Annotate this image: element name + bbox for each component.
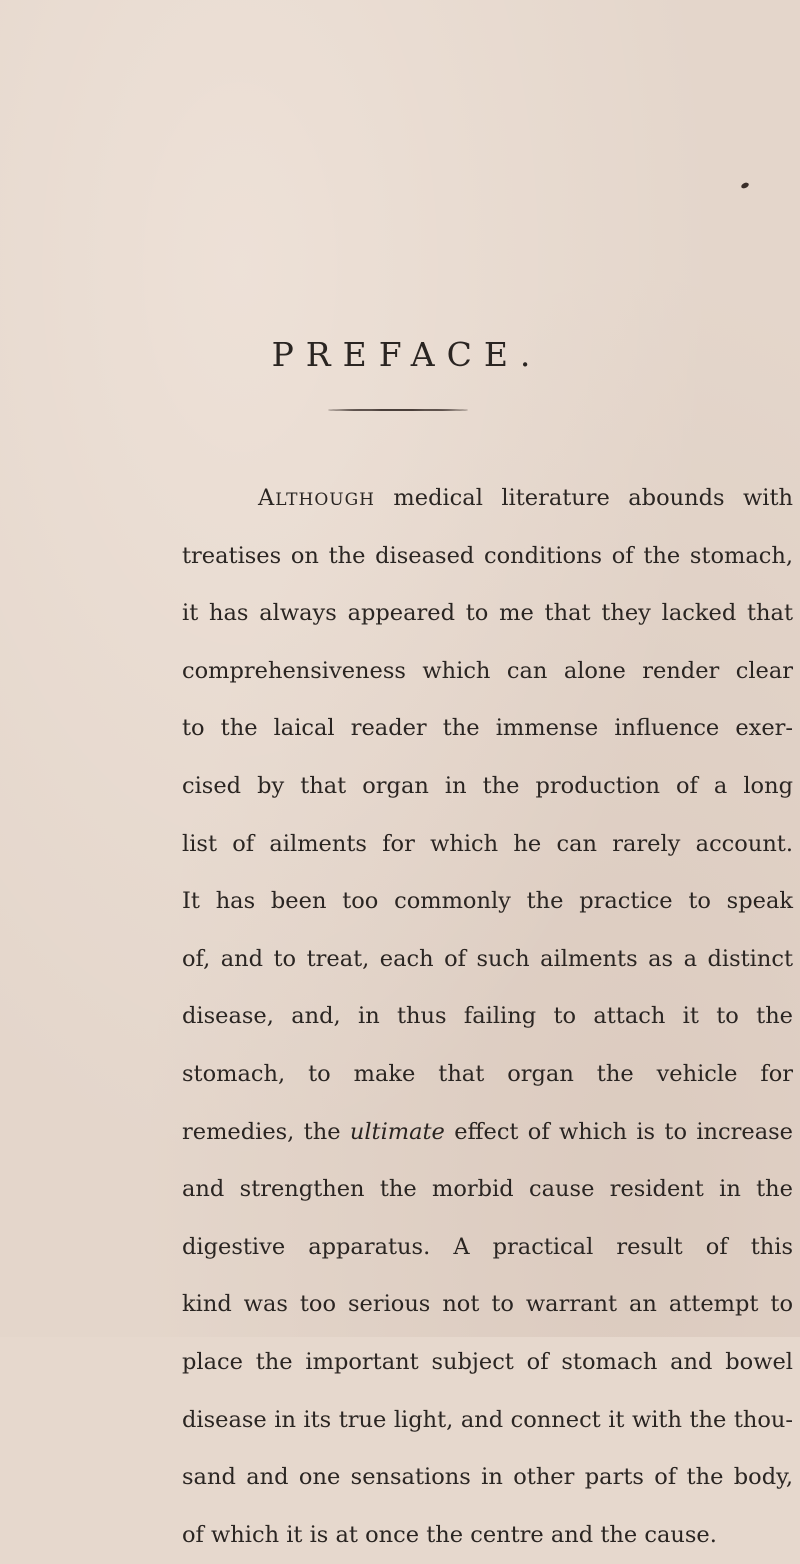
paragraph-line-16: place the important subject of stomach and bowel	[182, 1348, 793, 1375]
paragraph-line-12	[182, 1104, 793, 1162]
paragraph-line-2: treatises on the diseased conditions of the stomach,	[182, 542, 793, 569]
paragraph-line-1	[258, 470, 793, 528]
line-1-rest: medical literature abounds with	[375, 485, 793, 511]
italic-line-after: effect of which is to increase	[444, 1118, 793, 1145]
paragraph-line-3: it has always appeared to me that they lacked that	[182, 600, 793, 627]
paragraph-line-19: of which it is at once the centre and the cause.	[182, 1521, 717, 1548]
paragraph-line-8: It has been too commonly the practice to speak	[182, 888, 793, 915]
smallcaps-word: LTHOUGH	[275, 490, 375, 510]
paragraph-line-17: disease in its true light, and connect it with the thou-	[182, 1406, 793, 1433]
paragraph-line-18: sand and one sensations in other parts of the body,	[182, 1464, 793, 1491]
ink-speck	[740, 182, 749, 190]
paragraph-line-4: comprehensiveness which can alone render clear	[182, 657, 793, 684]
page-title: PREFACE.	[271, 335, 543, 374]
paragraph-line-10: disease, and, in thus failing to attach it to the	[182, 1003, 793, 1030]
preface-paragraph	[182, 470, 793, 1564]
italic-word: ultimate	[349, 1118, 445, 1145]
paragraph-line-14: digestive apparatus. A practical result of this	[182, 1233, 793, 1260]
paragraph-line-11: stomach, to make that organ the vehicle for	[182, 1060, 793, 1087]
title-rule	[328, 409, 468, 411]
paragraph-line-15: kind was too serious not to warrant an attempt to	[182, 1291, 793, 1318]
paragraph-line-5: to the laical reader the immense influence exer-	[182, 715, 793, 742]
paragraph-line-7: list of ailments for which he can rarely account.	[182, 830, 793, 857]
dropcap-letter: A	[258, 485, 276, 511]
paragraph-line-13: and strengthen the morbid cause resident in the	[182, 1176, 793, 1203]
paragraph-line-9: of, and to treat, each of such ailments as a distinct	[182, 945, 793, 972]
paragraph-line-6: cised by that organ in the production of a long	[182, 772, 793, 799]
italic-line-before: remedies, the	[182, 1118, 350, 1145]
